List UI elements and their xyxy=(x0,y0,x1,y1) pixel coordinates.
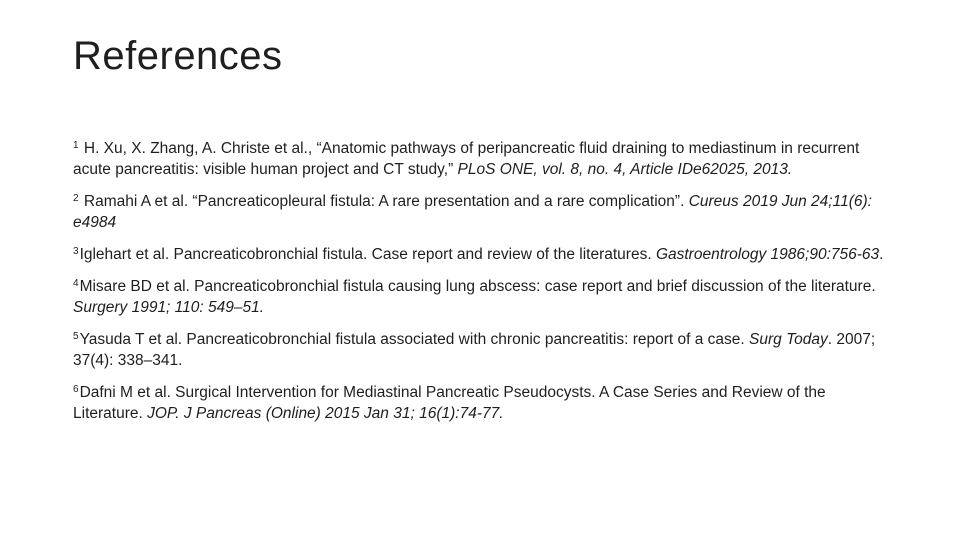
reference-citation: Surgery 1991; 110: 549–51. xyxy=(73,299,265,316)
reference-marker: 3 xyxy=(73,246,79,257)
reference-text: Dafni M et al. Surgical Intervention for Mediastinal Pancreatic Pseudocysts. A Case Series and Review of the Literature. xyxy=(73,384,826,422)
reference-tail: . xyxy=(879,246,884,263)
reference-text: Ramahi A et al. “Pancreaticopleural fistula: A rare presentation and a rare complication”. xyxy=(83,193,689,210)
reference-citation: Surg Today xyxy=(749,331,828,348)
reference-citation: Gastroentrology 1986;90:756-63 xyxy=(655,246,880,263)
reference-text: Yasuda T et al. Pancreaticobronchial fistula associated with chronic pancreatitis: report of a case. xyxy=(79,331,750,348)
reference-marker: 4 xyxy=(73,278,79,289)
reference-marker: 2 xyxy=(73,193,79,204)
reference-text: H. Xu, X. Zhang, A. Christe et al., “Anatomic pathways of peripancreatic fluid draining to mediastinum in recurrent acute pancreatitis: visible human project and CT study,” xyxy=(73,140,860,178)
reference-text: Misare BD et al. Pancreaticobronchial fistula causing lung abscess: case report and brief discussion of the literature. xyxy=(79,278,876,295)
reference-item-1 xyxy=(73,138,893,180)
reference-list xyxy=(73,138,893,435)
reference-item-5 xyxy=(73,329,893,371)
reference-citation: Cureus 2019 Jun 24;11(6): e4984 xyxy=(73,193,872,231)
reference-marker: 1 xyxy=(73,140,79,151)
reference-marker: 5 xyxy=(73,331,79,342)
reference-citation: JOP. J Pancreas (Online) 2015 Jan 31; 16(1):74-77. xyxy=(147,405,504,422)
reference-item-3 xyxy=(73,244,893,265)
reference-item-4 xyxy=(73,276,893,318)
reference-item-2 xyxy=(73,191,893,233)
reference-citation: PLoS ONE, vol. 8, no. 4, Article IDe62025, 2013. xyxy=(457,161,793,178)
reference-item-6 xyxy=(73,382,893,424)
reference-marker: 6 xyxy=(73,384,79,395)
reference-tail: . 2007; 37(4): 338–341. xyxy=(73,331,876,369)
slide-title: References xyxy=(73,34,283,78)
reference-text: Iglehart et al. Pancreaticobronchial fistula. Case report and review of the literatures. xyxy=(79,246,656,263)
